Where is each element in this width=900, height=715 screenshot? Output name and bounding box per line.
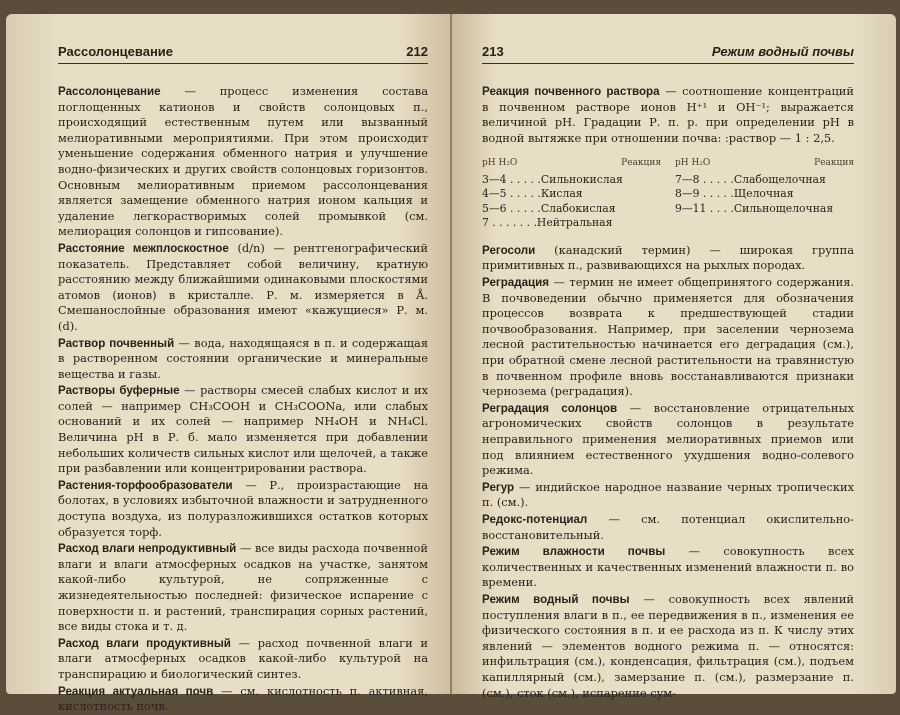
dictionary-entry: [482, 84, 854, 146]
ph-table-row: [482, 187, 661, 202]
entry-text: — термин не имеет общепринятого содержания. В почвоведении обычно применяется для обозначения процессов возврата к предшествующей стадии почвообразования. Например, при заселении чернозема лесной растительностью начинается его деградация (см.), при обратной смене лесной растительности на травянистую в почвенном профиле вновь восстанавливаются признаки чернозема (реградация).: [482, 275, 854, 399]
entry-text: — индийское народное название черных тропических п. (см.).: [482, 479, 854, 510]
reaction-name: Щелочная: [733, 187, 794, 201]
entry-text: — совокупность всех явлений поступления влаги в п., ее передвижения в п., изменения ее физического состояния в п. и ее расхода из п. К числу этих явлений — элементов водного режима п. — относятся: инфильтрация (см.), конденсация, фильтрация (см.), подъем капиллярный (см.), замерзание п. (см.), размерзание п. (см.), сток (см.), испарение сум-: [482, 591, 854, 700]
dictionary-entry: [58, 636, 428, 683]
left-entries: [58, 84, 428, 715]
ph-table-row: [482, 173, 661, 188]
dictionary-entry: [58, 684, 428, 715]
entry-term: Режим водный почвы: [482, 592, 630, 606]
reaction-column-header: Реакция: [621, 158, 661, 169]
ph-gradation-table: [482, 156, 854, 231]
entry-term: Реакция почвенного раствора: [482, 85, 660, 98]
entry-text: — вода, находящаяся в п. и содержащая в растворенном состоянии органические и минеральные вещества и газы.: [58, 335, 429, 381]
ph-table-right-column: [675, 156, 854, 231]
ph-table-row: [675, 187, 854, 202]
entry-text: — совокупность всех количественных и качественных изменений влажности п. во времени.: [482, 544, 854, 590]
dictionary-entry: [58, 84, 428, 240]
entry-text: — расход почвенной влаги и влаги атмосферных осадков какой-либо культурой на транспирацию и биологический синтез.: [58, 635, 428, 681]
dictionary-entry: [482, 243, 854, 274]
entry-text: — процесс изменения состава поглощенных катионов и свойств солонцовых п., происходящий естественным путем или вызванный мелиоративными мероприятиями. При этом происходит уменьшение содержания обменного натрия и улучшение водно-физических и других свойств солонцовых горизонтов. Основным мелиоративным приемом рассолонцевания является замещение обменного натрия ионом кальция и удаление легкорастворимых солей промывкой (см. мелиорация солонцов и гипсование).: [58, 84, 428, 239]
entry-term: Раствор почвенный: [58, 336, 175, 350]
ph-range: 7—8 . . . . .: [675, 172, 734, 186]
entry-term: Реградация: [482, 276, 550, 290]
entry-text: — Р., произрастающие на болотах, в условиях избыточной влажности и затрудненного доступа воздуха, из полуразложившихся остатков которых образуется торф.: [58, 477, 428, 539]
entry-term: Растения-торфообразователи: [58, 478, 233, 492]
right-page-header: [482, 44, 854, 64]
entry-term: Расстояние межплоскостное: [58, 241, 229, 255]
entry-text: — см. кислотность п. активная, кислотность почв.: [58, 683, 428, 714]
dictionary-entry: [482, 512, 854, 543]
entry-term: Рассолонцевание: [58, 85, 161, 98]
entry-term: Реакция актуальная почв: [58, 684, 214, 698]
entry-term: Растворы буферные: [58, 384, 180, 398]
ph-range: 8—9 . . . . .: [675, 187, 734, 201]
entry-text: — восстановление отрицательных агрономических свойств солонцов в результате неправильного применения мелиоративных приемов или под влиянием естественного ухудшения водно-солевого режима.: [482, 400, 854, 478]
ph-table-header: [675, 156, 854, 171]
dictionary-entry: [58, 336, 428, 383]
dictionary-entry: [482, 401, 854, 479]
entry-term: Регосоли: [482, 243, 536, 257]
ph-range: 7 . . . . . . .: [482, 216, 537, 230]
entry-text: — соотношение концентраций в почвенном растворе ионов H⁺¹ и OH⁻¹; выражается величиной pH. Градации Р. п. р. при определении pH в водной вытяжке при отношении почва: :раствор — 1 : 2,5.: [482, 84, 854, 145]
right-running-title: Режим водный почвы: [711, 44, 854, 59]
dictionary-entry: [482, 544, 854, 591]
reaction-name: Кислая: [540, 187, 583, 201]
ph-column-header: pH H₂O: [675, 158, 711, 169]
ph-table-row: [675, 202, 854, 217]
right-entries: [482, 243, 854, 701]
reaction-column-header: Реакция: [814, 158, 854, 169]
dictionary-entry: [482, 592, 854, 701]
dictionary-entry: [58, 541, 428, 635]
reaction-name: Слабощелочная: [733, 172, 826, 186]
entry-term: Редокс-потенциал: [482, 512, 588, 526]
right-page-number: 213: [482, 44, 504, 59]
dictionary-entry: [482, 275, 854, 400]
entry-text: (канадский термин) — широкая группа примитивных п., развивающихся на рыхлых породах.: [482, 242, 854, 273]
ph-range: 4—5 . . . . .: [482, 187, 541, 201]
ph-range: 9—11 . . . .: [675, 201, 734, 215]
ph-range: 3—4 . . . . .: [482, 172, 541, 186]
left-page-header: [58, 44, 428, 64]
ph-table-row: [482, 202, 661, 217]
entry-text: — см. потенциал окислительно-восстановительный.: [482, 511, 854, 542]
entry-term: Регур: [482, 480, 515, 494]
dictionary-entry: [482, 480, 854, 511]
ph-column-header: pH H₂O: [482, 158, 518, 169]
ph-table-row: [482, 216, 661, 231]
entry-term: Реградация солонцов: [482, 401, 618, 415]
ph-table-header: [482, 156, 661, 171]
entry-term: Режим влажности почвы: [482, 545, 666, 559]
left-running-title: Рассолонцевание: [58, 44, 174, 59]
dictionary-entry: [58, 383, 428, 477]
left-page: [6, 14, 450, 714]
reaction-name: Сильнокислая: [540, 172, 623, 186]
entry-text: — все виды расхода почвенной влаги и влаги атмосферных осадков на участке, занятом какой-либо культурой, не сопряженные с жизнедеятельностью последней: физическое испарение с поверхности п. и растений, транспирация сорных растений, все виды стока и т. д.: [58, 541, 428, 634]
reaction-name: Нейтральная: [536, 216, 613, 230]
entry-term: Расход влаги непродуктивный: [58, 542, 237, 556]
dictionary-entry: [58, 478, 428, 540]
ph-table-row: [675, 173, 854, 188]
right-page: [452, 14, 896, 700]
entry-text: (d/n) — рентгенографический показатель. Представляет собой величину, кратную расстоянию между ближайшими одинаковыми плоскостями атомов (ионов) в кристалле. Р. м. измеряется в Å. Смешанослойные образования имеют «кажущиеся» Р. м. (d).: [58, 240, 428, 333]
reaction-name: Сильнощелочная: [733, 201, 834, 215]
entry-text: — растворы смесей слабых кислот и их солей — например CH₃COOH и CH₃COONa, или слабых оснований и их солей — например NH₄OH и NH₄Cl. Величина pH в Р. б. мало изменяется при добавлении небольших количеств сильных кислот или щелочей, а также при разбавлении или концентрировании раствора.: [58, 383, 428, 476]
left-page-number: 212: [406, 44, 428, 59]
ph-table-left-column: [482, 156, 661, 231]
ph-range: 5—6 . . . . .: [482, 201, 541, 215]
entry-term: Расход влаги продуктивный: [58, 636, 231, 650]
dictionary-entry: [58, 241, 428, 335]
reaction-name: Слабокислая: [540, 201, 616, 215]
